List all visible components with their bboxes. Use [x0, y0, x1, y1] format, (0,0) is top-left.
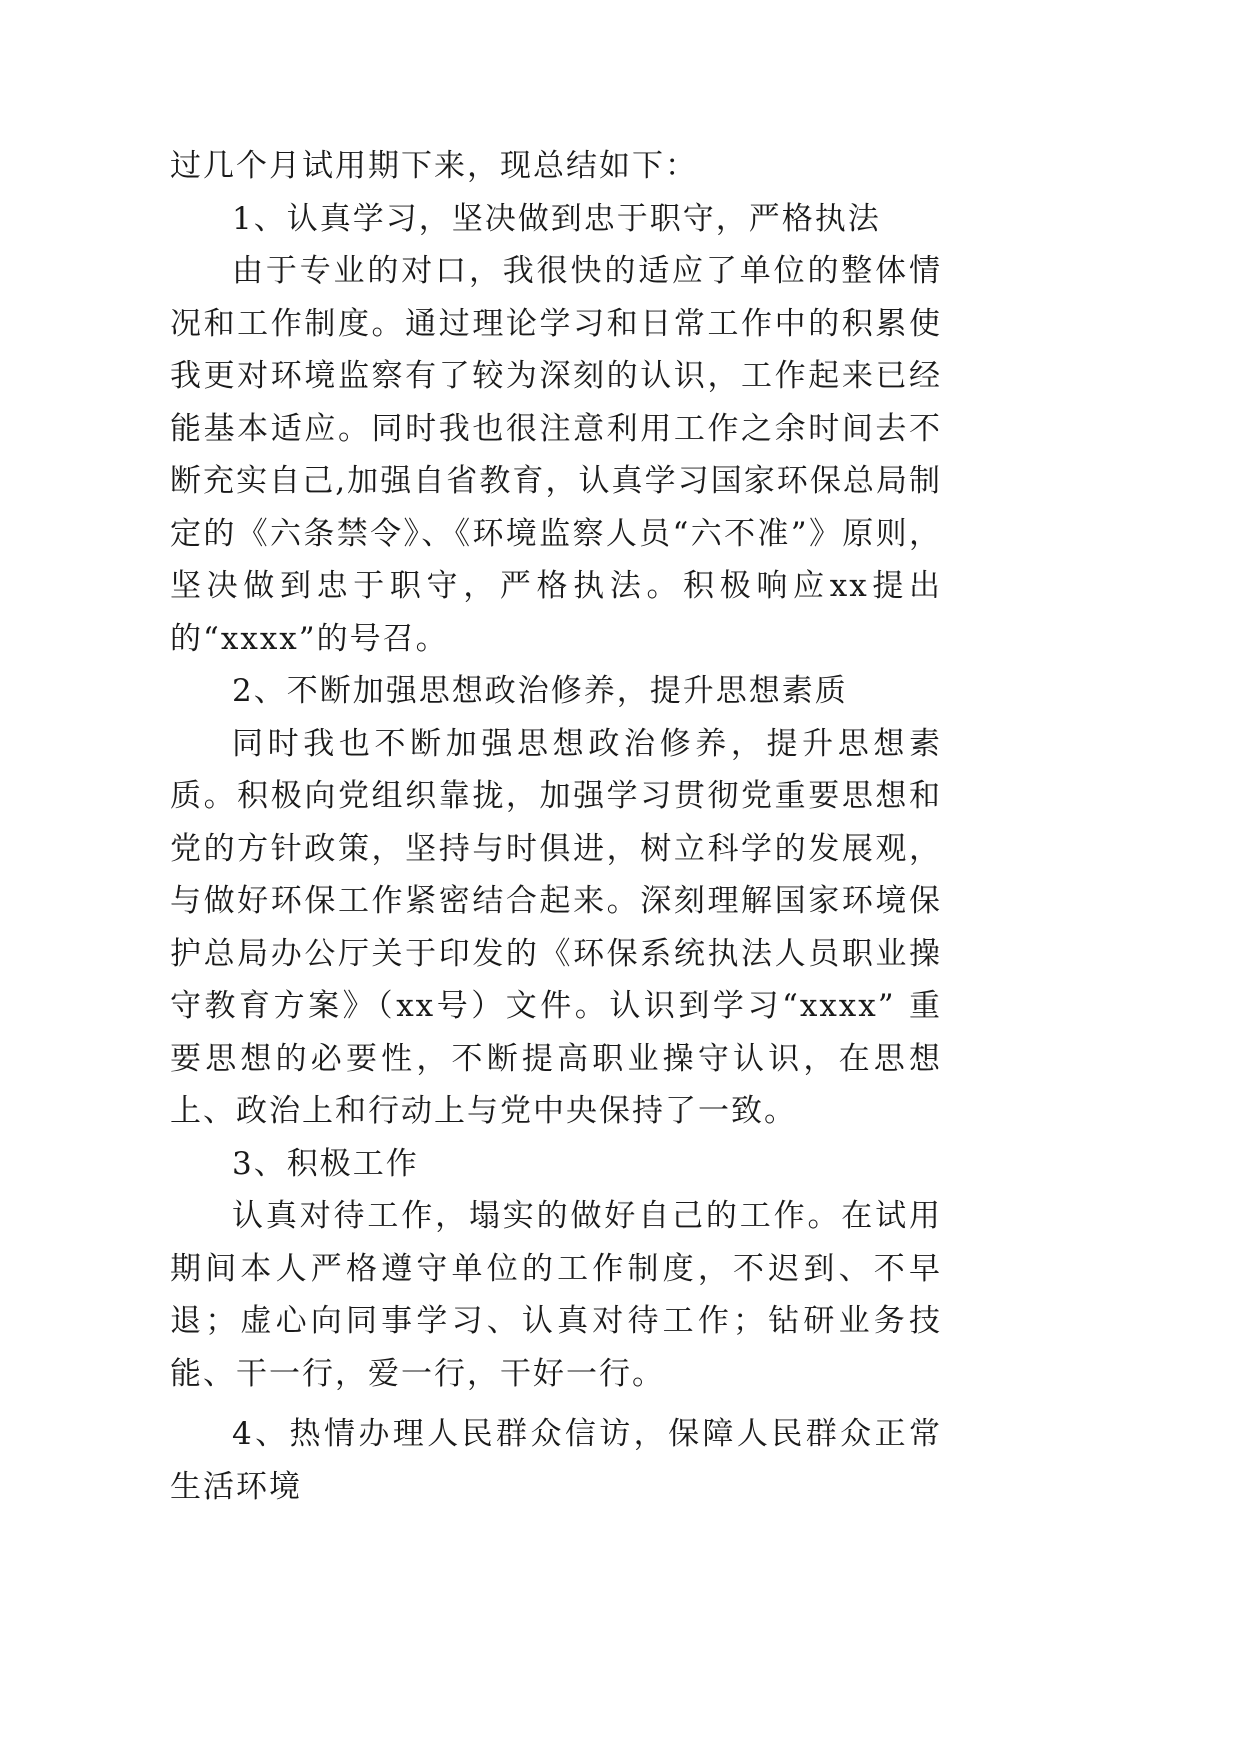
section-paragraph-1: 由于专业的对口，我很快的适应了单位的整体情况和工作制度。通过理论学习和日常工作中的积累使我更对环境监察有了较为深刻的认识，工作起来已经能基本适应。同时我也很注意利用工作之余时间去不断充实自己,加强自省教育，认真学习国家环保总局制定的《六条禁令》、《环境监察人员“六不准”》原则，坚决做到忠于职守，严格执法。积极响应xx提出的“xxxx”的号召。: [170, 253, 942, 657]
section-paragraph-3: 认真对待工作，塌实的做好自己的工作。在试用期间本人严格遵守单位的工作制度，不迟到、不早退；虚心向同事学习、认真对待工作；钻研业务技能、干一行，爱一行，干好一行。: [170, 1198, 942, 1392]
section-paragraph-2: 同时我也不断加强思想政治修养，提升思想素质。积极向党组织靠拢，加强学习贯彻党重要思想和党的方针政策，坚持与时俱进，树立科学的发展观，与做好环保工作紧密结合起来。深刻理解国家环境保护总局办公厅关于印发的《环保系统执法人员职业操守教育方案》（xx号）文件。认识到学习“xxxx” 重要思想的必要性，不断提高职业操守认识，在思想上、政治上和行动上与党中央保持了一致。: [170, 725, 942, 1129]
paragraph-spacer: [170, 1400, 942, 1408]
section-heading-1: 1、认真学习，坚决做到忠于职守，严格执法: [232, 200, 881, 237]
document-body: [170, 140, 942, 1513]
intro-line: 过几个月试用期下来，现总结如下：: [170, 148, 698, 184]
section-heading-2: 2、不断加强思想政治修养，提升思想素质: [232, 673, 848, 709]
section-heading-3: 3、积极工作: [232, 1145, 419, 1182]
section-heading-4: 4、热情办理人民群众信访，保障人民群众正常生活环境: [170, 1416, 942, 1505]
